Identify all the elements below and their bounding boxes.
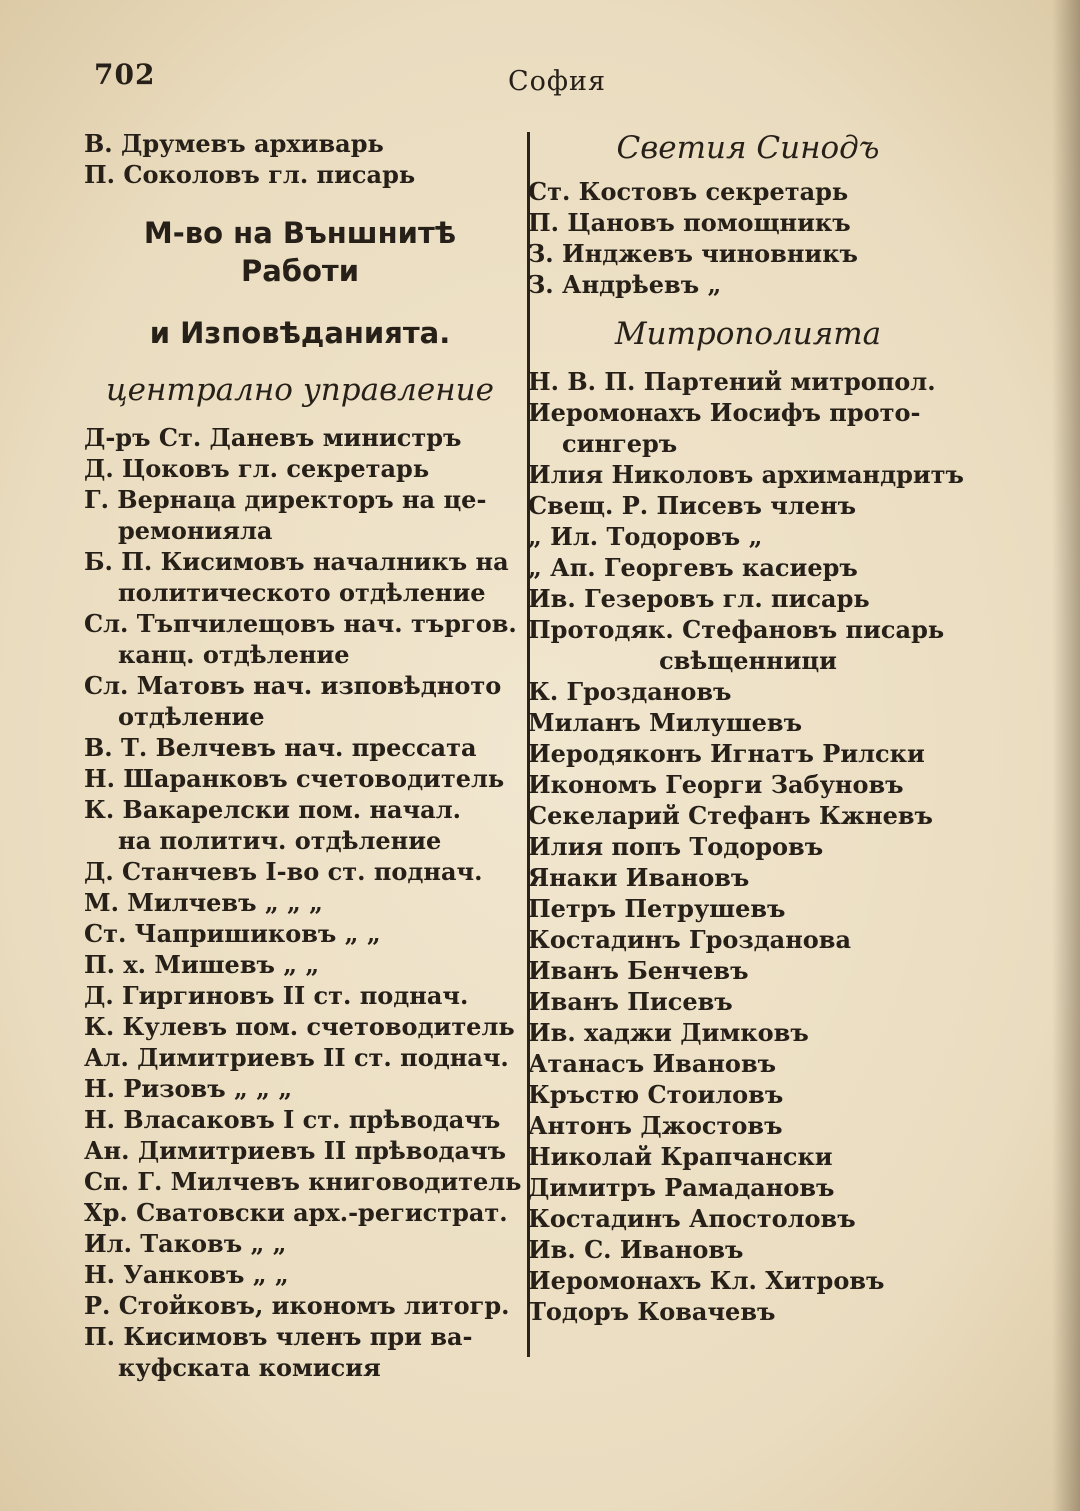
right-column <box>528 128 968 1327</box>
metropolis-staff-entry-line: Свещ. Р. Писевъ членъ <box>528 491 857 520</box>
ministry-staff-entry-line: Ил. Таковъ „ „ <box>84 1229 287 1258</box>
left-top-entry-line: В. Друмевъ архиварь <box>84 129 384 158</box>
holy-synod-heading: Светия Синодъ <box>616 130 880 166</box>
metropolis-staff-entry-line: Ив. хаджи Димковъ <box>528 1018 809 1047</box>
ministry-staff-entry-line: Ст. Чапришиковъ „ „ <box>84 919 381 948</box>
metropolis-staff-entry-line: Иеромонахъ Иосифъ прото- <box>528 398 921 427</box>
metropolis-staff-entry-line: Кръстю Стоиловъ <box>528 1080 784 1109</box>
synod-staff-entry-line: З. Андрѣевъ „ <box>528 270 722 299</box>
ministry-staff-entry-line: канц. отдѣление <box>118 640 350 669</box>
synod-staff-entry-line: Ст. Костовъ секретарь <box>528 177 849 206</box>
left-entry-list <box>84 422 522 1383</box>
metropolis-staff-entry-line: Костадинъ Грозданова <box>528 925 852 954</box>
metropolis-staff-entry-line: „ Ил. Тодоровъ „ <box>528 522 763 551</box>
ministry-staff-entry-line: Сл. Матовъ нач. изповѣдното <box>84 671 502 700</box>
metropolis-staff-entry-line: Протодяк. Стефановъ писарь <box>528 615 945 644</box>
ministry-staff-entry-line: Хр. Сватовски арх.-регистрат. <box>84 1198 508 1227</box>
ministry-staff-entry-line: Н. Ризовъ „ „ „ <box>84 1074 293 1103</box>
metropolis-staff-entry-line: Антонъ Джостовъ <box>528 1111 783 1140</box>
metropolis-staff-entry-line: Янаки Ивановъ <box>528 863 750 892</box>
metropolis-staff-entry-line: Илия попъ Тодоровъ <box>528 832 824 861</box>
central-administration-heading: централно управление <box>106 372 494 408</box>
metropolis-staff-entry-line: Иванъ Бенчевъ <box>528 956 749 985</box>
page-number: 702 <box>94 58 156 91</box>
synod-entry-list <box>528 176 968 300</box>
ministry-staff-entry-line: Н. Уанковъ „ „ <box>84 1260 289 1289</box>
ministry-staff-entry-line: Д. Цоковъ гл. секретарь <box>84 454 430 483</box>
ministry-staff-entry-line: Б. П. Кисимовъ началникъ на <box>84 547 509 576</box>
ministry-title-line-1: М-во на Външнитѣ Работи <box>143 216 457 288</box>
metropolis-staff-entry-line: К. Гроздановъ <box>528 677 732 706</box>
left-top-entry-line: П. Соколовъ гл. писарь <box>84 160 416 189</box>
synod-staff-entry-line: З. Инджевъ чиновникъ <box>528 239 858 268</box>
ministry-staff-entry-line: Сл. Тъпчилещовъ нач. търгов. <box>84 609 517 638</box>
ministry-staff-entry-line: К. Вакарелски пом. начал. <box>84 795 461 824</box>
ministry-staff-entry-line: Ал. Димитриевъ II ст. поднач. <box>84 1043 509 1072</box>
metropolis-staff-entry-line: Петръ Петрушевъ <box>528 894 786 923</box>
ministry-staff-entry-line: Сп. Г. Милчевъ книговодитель <box>84 1167 522 1196</box>
metropolis-staff-entry-line: Костадинъ Апостоловъ <box>528 1204 856 1233</box>
ministry-staff-entry-line: Д. Станчевъ I-во ст. поднач. <box>84 857 483 886</box>
metropolis-staff-entry-line: Тодоръ Ковачевъ <box>528 1297 776 1326</box>
metropolis-staff-entry-line: Атанасъ Ивановъ <box>528 1049 777 1078</box>
ministry-staff-entry-line: П. Кисимовъ членъ при ва- <box>84 1322 473 1351</box>
metropolis-staff-entry-line: Иеромонахъ Кл. Хитровъ <box>528 1266 885 1295</box>
metropolis-heading: Митрополията <box>614 316 882 352</box>
ministry-staff-entry-line: К. Кулевъ пом. счетоводитель <box>84 1012 515 1041</box>
ministry-staff-entry-line: Г. Вернаца директоръ на це- <box>84 485 487 514</box>
metropolis-staff-entry-line: Димитръ Рамадановъ <box>528 1173 835 1202</box>
page-edge-shadow <box>1052 0 1080 1511</box>
ministry-staff-entry-line: куфската комисия <box>118 1353 381 1382</box>
ministry-staff-entry-line: Ан. Димитриевъ II прѣводачъ <box>84 1136 507 1165</box>
metropolis-staff-entry-line: Николай Крапчански <box>528 1142 833 1171</box>
ministry-title-line-2: и Изповѣданията. <box>149 316 451 350</box>
ministry-staff-entry-line: отдѣление <box>118 702 265 731</box>
running-head: София <box>508 66 607 97</box>
ministry-staff-entry-line: М. Милчевъ „ „ „ <box>84 888 323 917</box>
metropolis-staff-entry-line: Ив. С. Ивановъ <box>528 1235 744 1264</box>
metropolis-staff-entry-line: Илия Николовъ архимандритъ <box>528 460 964 489</box>
ministry-staff-entry-line: политическото отдѣление <box>118 578 486 607</box>
metropolis-staff-entry-line: Икономъ Георги Забуновъ <box>528 770 904 799</box>
ministry-staff-entry-line: Н. Власаковъ I ст. прѣводачъ <box>84 1105 501 1134</box>
metropolis-staff-entry-line: Ив. Гезеровъ гл. писарь <box>528 584 870 613</box>
metropolis-staff-entry-line: Секеларий Стефанъ Кжневъ <box>528 801 933 830</box>
metropolis-staff-entry-line: Иеродяконъ Игнатъ Рилски <box>528 739 925 768</box>
left-top-lines <box>84 128 516 190</box>
metropolis-entry-list <box>528 366 968 1327</box>
synod-staff-entry-line: П. Цановъ помощникъ <box>528 208 851 237</box>
ministry-staff-entry-line: на политич. отдѣление <box>118 826 442 855</box>
ministry-staff-entry-line: В. Т. Велчевъ нач. прессата <box>84 733 477 762</box>
metropolis-staff-entry-line: сингеръ <box>562 429 678 458</box>
ministry-staff-entry-line: Д-ръ Ст. Даневъ министръ <box>84 423 462 452</box>
metropolis-staff-entry-line: Миланъ Милушевъ <box>528 708 802 737</box>
left-column <box>84 128 522 1383</box>
ministry-staff-entry-line: П. х. Мишевъ „ „ <box>84 950 320 979</box>
metropolis-staff-entry-line: свѣщенници <box>659 646 837 675</box>
metropolis-staff-entry-line: „ Ап. Георгевъ касиеръ <box>528 553 858 582</box>
ministry-staff-entry-line: Н. Шаранковъ счетоводитель <box>84 764 505 793</box>
metropolis-staff-entry-line: Иванъ Писевъ <box>528 987 733 1016</box>
ministry-staff-entry-line: ремонияла <box>118 516 273 545</box>
metropolis-staff-entry-line: Н. В. П. Партений митропол. <box>528 367 936 396</box>
ministry-staff-entry-line: Д. Гиргиновъ II ст. поднач. <box>84 981 469 1010</box>
ministry-staff-entry-line: Р. Стойковъ, икономъ литогр. <box>84 1291 510 1320</box>
